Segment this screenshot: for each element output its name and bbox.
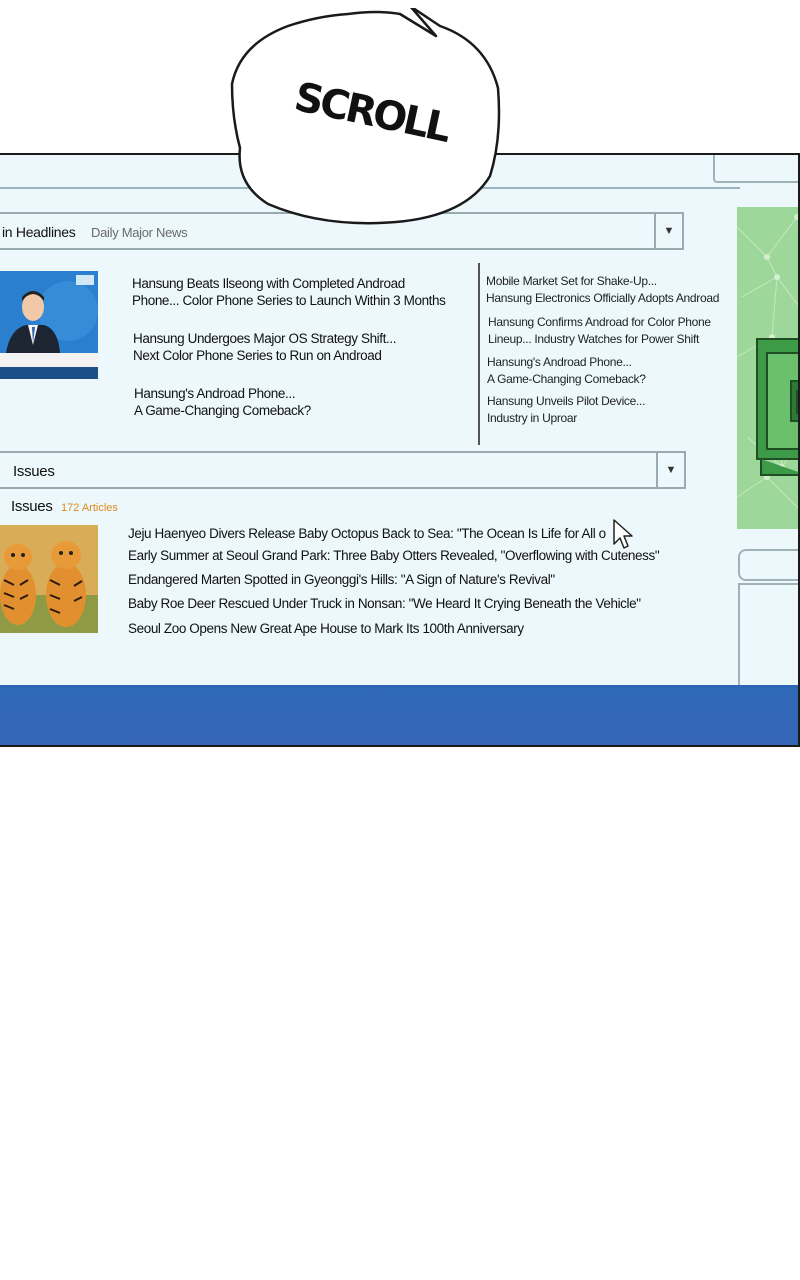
headlines-bar-title: in Headlines xyxy=(2,224,76,240)
main-headline-3-line2: A Game-Changing Comeback? xyxy=(134,403,311,418)
ad-banner[interactable] xyxy=(737,207,800,529)
mouse-pointer-icon xyxy=(612,518,634,550)
issues-bar[interactable] xyxy=(0,451,686,489)
side-headline-1-line2: Hansung Electronics Officially Adopts Androad xyxy=(486,291,720,305)
headlines-bar-subtitle: Daily Major News xyxy=(91,225,188,240)
browser-screen xyxy=(0,153,800,747)
side-headline-1-line1: Mobile Market Set for Shake-Up... xyxy=(486,274,657,288)
side-headline-3-line1: Hansung's Androad Phone... xyxy=(487,355,632,369)
side-headline-1[interactable] xyxy=(486,273,719,307)
side-headline-3-line2: A Game-Changing Comeback? xyxy=(487,372,646,386)
main-headline-2-line1: Hansung Undergoes Major OS Strategy Shift... xyxy=(133,331,397,346)
issue-item-5[interactable]: Seoul Zoo Opens New Great Ape House to Mark Its 100th Anniversary xyxy=(128,621,524,636)
main-headline-1-line2: Phone... Color Phone Series to Launch Within 3 Months xyxy=(132,293,446,308)
main-headline-3[interactable] xyxy=(134,385,311,419)
issues-section-title: Issues xyxy=(11,498,53,515)
taskbar xyxy=(0,685,800,747)
side-headline-3[interactable] xyxy=(487,354,646,388)
side-headline-4[interactable] xyxy=(487,393,645,427)
issue-item-1[interactable]: Jeju Haenyeo Divers Release Baby Octopus Back to Sea: "The Ocean Is Life for All o xyxy=(128,526,606,541)
side-headline-4-line2: Industry in Uproar xyxy=(487,411,577,425)
headline-divider xyxy=(478,263,480,445)
side-headline-2[interactable] xyxy=(488,314,711,348)
scroll-caption: SCROLL xyxy=(290,74,453,152)
news-anchor-thumbnail[interactable] xyxy=(0,271,98,379)
issues-bar-title: Issues xyxy=(13,463,55,480)
top-right-box[interactable] xyxy=(713,153,800,183)
side-headline-2-line2: Lineup... Industry Watches for Power Shift xyxy=(488,332,700,346)
issues-article-count: 172 Articles xyxy=(61,502,118,514)
main-headline-2-line2: Next Color Phone Series to Run on Androad xyxy=(133,348,382,363)
right-sidebar-button[interactable] xyxy=(738,549,800,581)
issue-item-3[interactable]: Endangered Marten Spotted in Gyeonggi's Hills: "A Sign of Nature's Revival" xyxy=(128,572,555,587)
side-headline-2-line1: Hansung Confirms Androad for Color Phone xyxy=(488,315,711,329)
tigers-thumbnail[interactable] xyxy=(0,525,98,633)
issue-item-4[interactable]: Baby Roe Deer Rescued Under Truck in Nonsan: "We Heard It Crying Beneath the Vehicle" xyxy=(128,596,641,611)
chevron-down-icon[interactable]: ▼ xyxy=(656,453,684,487)
right-sidebar-box xyxy=(738,583,800,697)
main-headline-3-line1: Hansung's Androad Phone... xyxy=(134,386,296,401)
main-headline-2[interactable] xyxy=(133,330,396,364)
side-headline-4-line1: Hansung Unveils Pilot Device... xyxy=(487,394,646,408)
chevron-down-icon[interactable]: ▼ xyxy=(654,214,682,248)
main-headline-1-line1: Hansung Beats Ilseong with Completed Androad xyxy=(132,276,405,291)
issues-section-header xyxy=(11,498,118,516)
issue-item-2[interactable]: Early Summer at Seoul Grand Park: Three Baby Otters Revealed, "Overflowing with Cuteness" xyxy=(128,548,660,563)
main-headline-1[interactable] xyxy=(132,275,446,309)
